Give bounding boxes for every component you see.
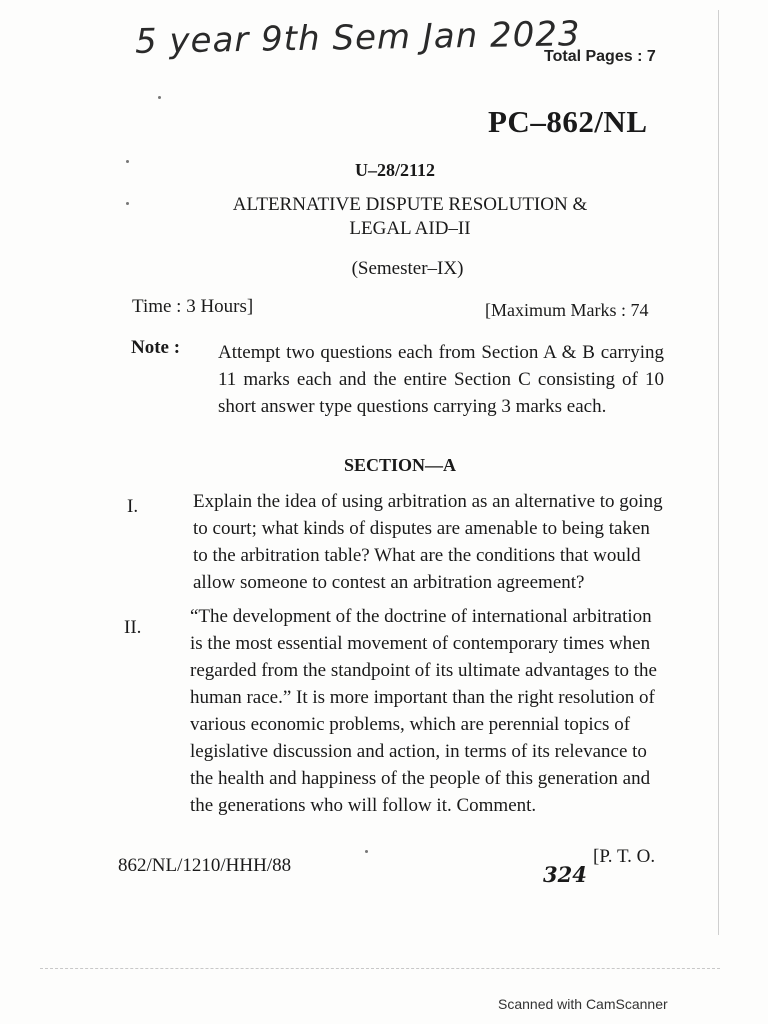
scan-speck — [365, 850, 368, 853]
title-line-1: ALTERNATIVE DISPUTE RESOLUTION & — [232, 194, 588, 215]
note-label: Note : — [131, 337, 181, 358]
camscanner-watermark: Scanned with CamScanner — [498, 996, 668, 1012]
handwritten-mark: 324 — [543, 862, 587, 887]
question-number: I. — [127, 496, 139, 517]
question-text: “The development of the doctrine of international arbitration is the most essential movement of contemporary times when regarded from the standpoint of its ultimate advantages to the human race.” It is more important than the right resolution of various economic problems, which are perennial topics of legislative discussion and action, in terms of its relevance to the health and happiness of the people of this generation and the generations who will follow it. Comment. — [190, 606, 657, 816]
scan-speck — [126, 160, 129, 163]
time-allowed: Time : 3 Hours] — [132, 296, 254, 317]
u-code: U–28/2112 — [355, 160, 436, 180]
pto-label: [P. T. O. — [593, 846, 656, 867]
question-text: Explain the idea of using arbitration as an alternative to going to court; what kinds of disputes are amenable to being taken to the arbitration table? What are the conditions that would allow someone to contest an arbitration agreement? — [193, 491, 663, 593]
paper-code: PC–862/NL — [488, 104, 648, 139]
footer-code: 862/NL/1210/HHH/88 — [118, 855, 292, 876]
title-line-2: LEGAL AID–II — [349, 218, 471, 239]
page-edge-bottom — [40, 968, 720, 970]
handwritten-note: 5 year 9th Sem Jan 2023 — [134, 14, 581, 62]
question-number: II. — [124, 617, 142, 638]
note-text: Attempt two questions each from Section A & B carrying 11 marks each and the entire Section C consisting of 10 short answer type questions carrying 3 marks each. — [218, 342, 664, 417]
scan-speck — [158, 96, 161, 99]
page-edge-right — [718, 10, 719, 935]
total-pages: Total Pages : 7 — [544, 48, 656, 65]
section-a-heading: SECTION—A — [343, 455, 457, 475]
exam-title — [150, 193, 670, 241]
maximum-marks: [Maximum Marks : 74 — [485, 300, 649, 320]
semester: (Semester–IX) — [351, 258, 464, 279]
scan-speck — [126, 202, 129, 205]
